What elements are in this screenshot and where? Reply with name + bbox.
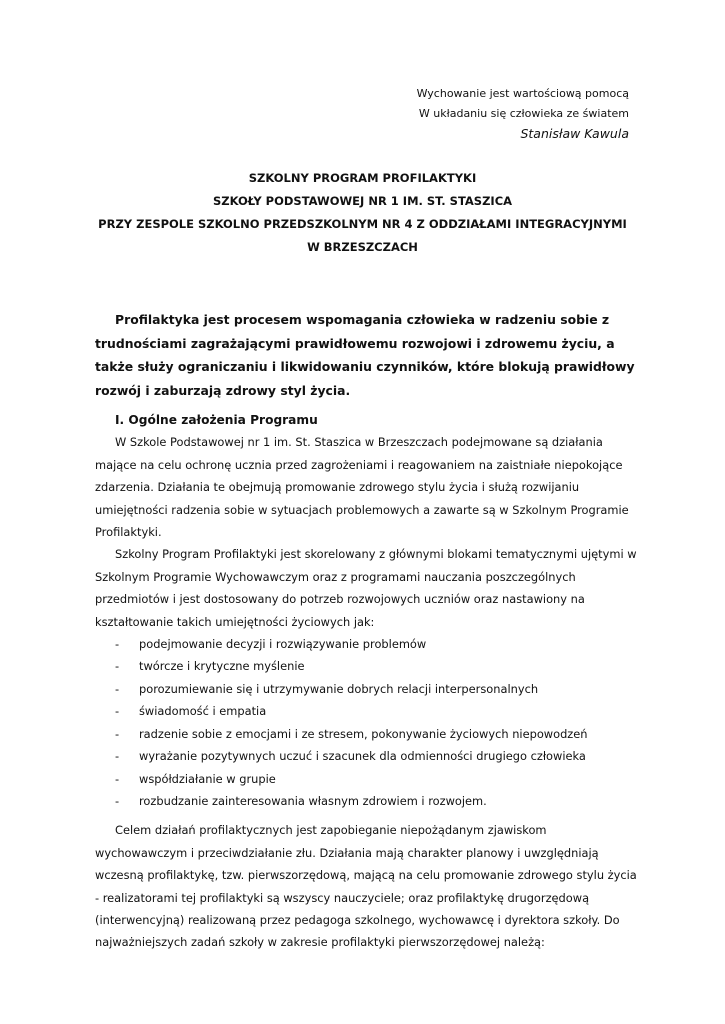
list-item	[95, 745, 640, 767]
bullet-dash: -	[115, 749, 120, 764]
lead-paragraph: Profilaktyka jest procesem wspomagania człowieka w radzeniu sobie z trudnościami zagrażającymi prawidłowemu rozwojowi i zdrowemu życiu, a także służy ograniczaniu i likwidowaniu czynników, które blokują prawidłowy rozwój i zaburzają zdrowy styl życia.	[95, 312, 635, 398]
bullet-dash: -	[115, 637, 120, 652]
title-line-3: PRZY ZESPOLE SZKOLNO PRZEDSZKOLNYM NR 4 Z ODDZIAŁAMI INTEGRACYJNYMI	[98, 217, 627, 231]
list-item	[95, 768, 640, 790]
title-line-1: SZKOLNY PROGRAM PROFILAKTYKI	[248, 171, 477, 185]
title-line-4: W BRZESZCZACH	[307, 240, 418, 254]
life-skills-list	[95, 633, 640, 812]
motto-line-2: W układaniu się człowieka ze światem	[418, 107, 629, 120]
list-item-text: świadomość i empatia	[139, 704, 267, 719]
bullet-dash: -	[115, 681, 120, 696]
list-item-text: twórcze i krytyczne myślenie	[139, 659, 305, 674]
list-item-text: wyrażanie pozytywnych uczuć i szacunek dla odmienności drugiego człowieka	[139, 749, 586, 764]
goal-paragraph: Celem działań profilaktycznych jest zapobieganie niepożądanym zjawiskom wychowawczym i przeciwdziałanie złu. Działania mają charakter planowy i uwzględniają wczesną profilaktykę, tzw. pierwszorzędową, mającą na celu promowanie zdrowego stylu życia - realizatorami tej profilaktyki są wszyscy nauczyciele; oraz profilaktykę drugorzędową (interwencyjną) realizowaną przez pedagoga szkolnego, wychowawcę i dyrektora szkoły. Do najważniejszych zadań szkoły w zakresie profilaktyki pierwszorzędowej należą:	[95, 823, 637, 950]
bullet-dash: -	[115, 771, 120, 786]
bullet-dash: -	[115, 659, 120, 674]
title-line-2: SZKOŁY PODSTAWOWEJ NR 1 IM. ST. STASZICA	[212, 194, 513, 208]
document-title	[0, 167, 725, 259]
bullet-dash: -	[115, 793, 120, 808]
list-item-text: rozbudzanie zainteresowania własnym zdrowiem i rozwojem.	[139, 793, 487, 808]
list-item	[95, 678, 640, 700]
motto-line-1: Wychowanie jest wartościową pomocą	[416, 87, 629, 100]
list-item	[95, 700, 640, 722]
motto-author: Stanisław Kawula	[520, 126, 629, 141]
section-heading: I. Ogólne założenia Programu	[115, 413, 318, 427]
section-general-assumptions	[95, 409, 640, 812]
motto	[417, 84, 629, 144]
bullet-dash: -	[115, 704, 120, 719]
bullet-dash: -	[115, 726, 120, 741]
list-item	[95, 633, 640, 655]
list-item	[95, 655, 640, 677]
list-item-text: porozumiewanie się i utrzymywanie dobrych relacji interpersonalnych	[139, 681, 539, 696]
list-item-text: podejmowanie decyzji i rozwiązywanie problemów	[139, 637, 427, 652]
section-paragraph-1: W Szkole Podstawowej nr 1 im. St. Staszica w Brzeszczach podejmowane są działania mające na celu ochronę ucznia przed zagrożeniami i reagowaniem na zaistniałe niepokojące zdarzenia. Działania te obejmują promowanie zdrowego stylu życia i służą rozwijaniu umiejętności radzenia sobie w sytuacjach problemowych a zawarte są w Szkolnym Programie Profilaktyki.	[95, 435, 629, 540]
list-item	[95, 790, 640, 812]
section-paragraph-2: Szkolny Program Profilaktyki jest skorelowany z głównymi blokami tematycznymi ujętymi w Szkolnym Programie Wychowawczym oraz z programami nauczania poszczególnych przedmiotów i jest dostosowany do potrzeb rozwojowych uczniów oraz nastawiony na kształtowanie takich umiejętności życiowych jak:	[95, 547, 637, 629]
list-item	[95, 723, 640, 745]
list-item-text: współdziałanie w grupie	[139, 771, 276, 786]
list-item-text: radzenie sobie z emocjami i ze stresem, pokonywanie życiowych niepowodzeń	[139, 726, 588, 741]
